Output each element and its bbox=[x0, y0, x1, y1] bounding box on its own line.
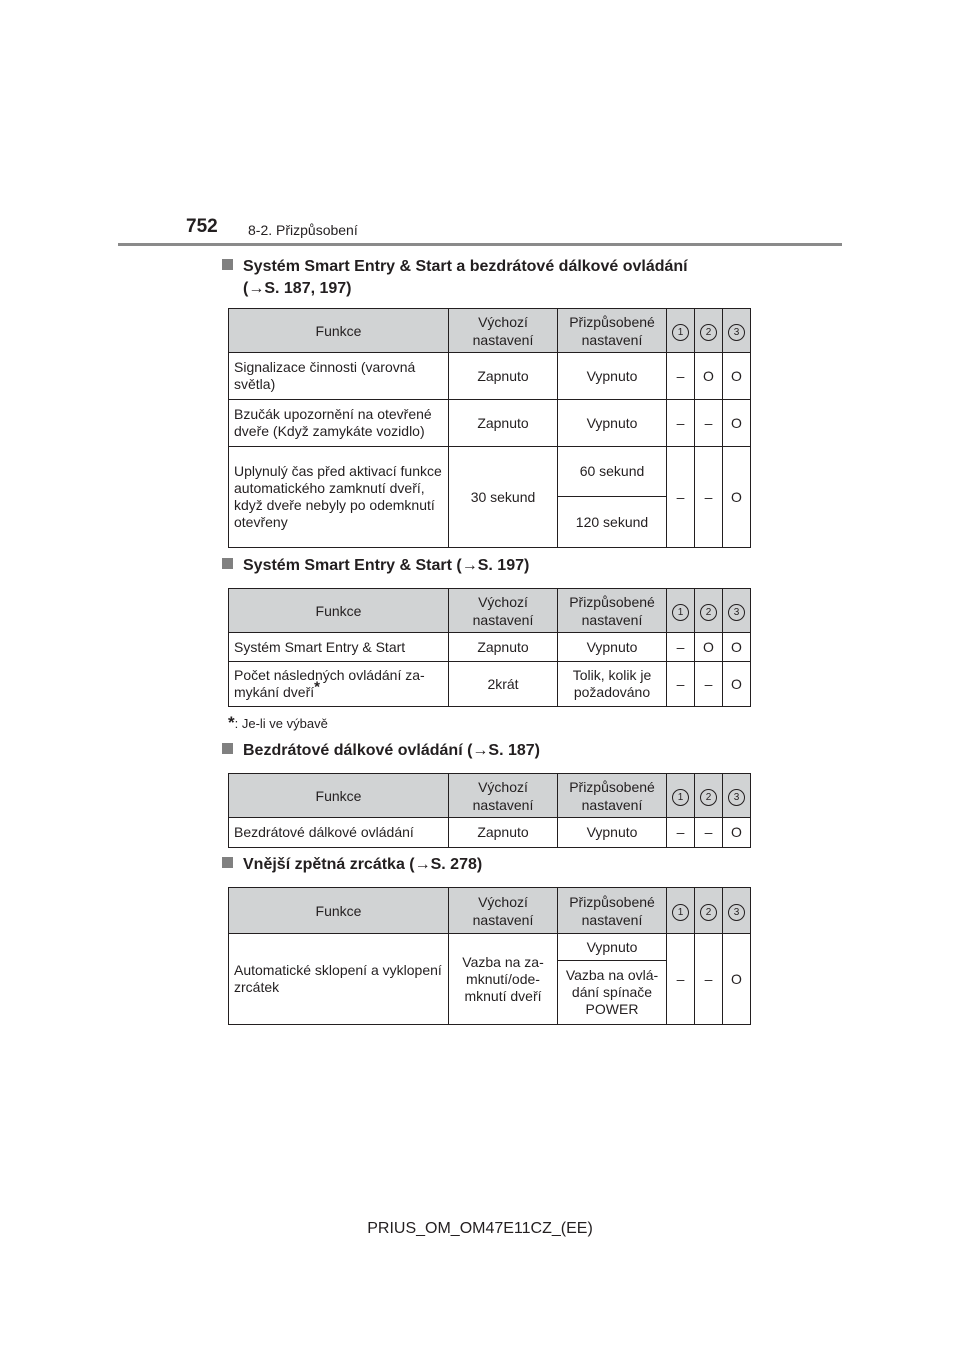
table-row: 120 sekund bbox=[229, 497, 751, 548]
footnote-star: * bbox=[314, 678, 320, 696]
settings-table bbox=[228, 588, 751, 707]
circle-2-icon: 2 bbox=[700, 324, 717, 341]
col-header-function: Funkce bbox=[229, 309, 449, 353]
col-header-default: Výchozí nastavení bbox=[449, 888, 558, 934]
table-row: Bezdrátové dálkové ovládání Zapnuto Vypnuto – – O bbox=[229, 818, 751, 848]
circle-2-icon: 2 bbox=[700, 904, 717, 921]
circle-3-icon: 3 bbox=[728, 604, 745, 621]
circle-3-icon: 3 bbox=[728, 904, 745, 921]
document-id: PRIUS_OM_OM47E11CZ_(EE) bbox=[367, 1220, 593, 1237]
footnote: *: Je-li ve výbavě bbox=[228, 713, 328, 732]
table-row: Počet následných ovládání zamykání dveří* 2krát Tolik, kolik je požadováno – – O bbox=[229, 662, 751, 707]
square-bullet-icon bbox=[222, 857, 233, 868]
settings-table bbox=[228, 887, 751, 1025]
circle-2-icon: 2 bbox=[700, 604, 717, 621]
section-heading: Vnější zpětná zrcátka (→S. 278) bbox=[222, 854, 482, 876]
circle-1-icon: 1 bbox=[672, 604, 689, 621]
col-header-default: Výchozí nastavení bbox=[449, 309, 558, 353]
header-rule bbox=[118, 243, 842, 246]
chapter-title: 8-2. Přizpůsobení bbox=[248, 222, 358, 238]
circle-3-icon: 3 bbox=[728, 789, 745, 806]
circle-3-icon: 3 bbox=[728, 324, 745, 341]
table-row: Bzučák upozornění na otevřené dveře (Když zamykáte vozidlo) Zapnuto Vypnuto – – O bbox=[229, 400, 751, 447]
table-row: Signalizace činnosti (varovná světla) Zapnuto Vypnuto – O O bbox=[229, 353, 751, 400]
section-heading: Systém Smart Entry & Start a bezdrátové dálkové ovládání (→S. 187, 197) bbox=[222, 256, 688, 300]
section-heading: Systém Smart Entry & Start (→S. 197) bbox=[222, 555, 529, 577]
col-header-custom: Přizpůsobené nastavení bbox=[558, 888, 667, 934]
section-heading: Bezdrátové dálkové ovládání (→S. 187) bbox=[222, 740, 540, 762]
table-row: Automatické sklopení a vyklopení zrcátek Vazba na zamknutí/odemknutí dveří Vypnuto – – O bbox=[229, 934, 751, 961]
col-header-custom: Přizpůsobené nastavení bbox=[558, 589, 667, 633]
settings-table bbox=[228, 308, 751, 548]
circle-1-icon: 1 bbox=[672, 789, 689, 806]
col-header-default: Výchozí nastavení bbox=[449, 589, 558, 633]
square-bullet-icon bbox=[222, 743, 233, 754]
circle-2-icon: 2 bbox=[700, 789, 717, 806]
table-row: Uplynulý čas před aktivací funkce automatického zamknutí dveří, když dveře nebyly po odemknutí otevřeny 30 sekund 60 sekund – – O bbox=[229, 447, 751, 497]
col-header-function: Funkce bbox=[229, 774, 449, 818]
table-row: Vazba na ovládání spínače POWER bbox=[229, 961, 751, 1025]
square-bullet-icon bbox=[222, 259, 233, 270]
settings-table bbox=[228, 773, 751, 848]
square-bullet-icon bbox=[222, 558, 233, 569]
circle-1-icon: 1 bbox=[672, 904, 689, 921]
section-ref: (→S. 187, 197) bbox=[243, 280, 352, 297]
col-header-function: Funkce bbox=[229, 589, 449, 633]
col-header-function: Funkce bbox=[229, 888, 449, 934]
circle-1-icon: 1 bbox=[672, 324, 689, 341]
col-header-custom: Přizpůsobené nastavení bbox=[558, 309, 667, 353]
col-header-default: Výchozí nastavení bbox=[449, 774, 558, 818]
page-number: 752 bbox=[186, 216, 218, 237]
table-row: Systém Smart Entry & Start Zapnuto Vypnuto – O O bbox=[229, 633, 751, 662]
col-header-custom: Přizpůsobené nastavení bbox=[558, 774, 667, 818]
